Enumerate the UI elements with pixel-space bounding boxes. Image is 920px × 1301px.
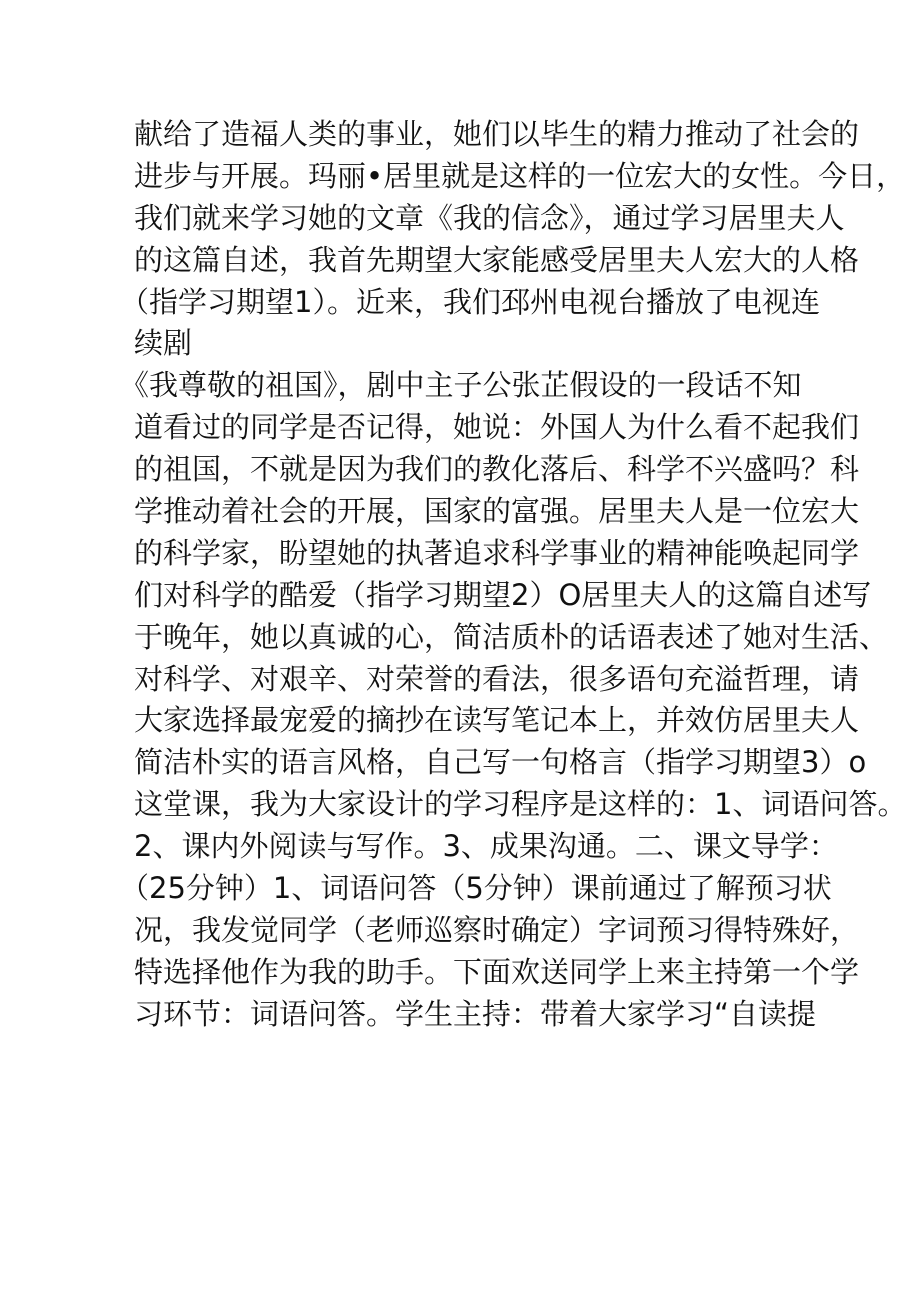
text-line: 对科学、对艰辛、对荣誉的看法，很多语句充溢哲理，请 [134,661,860,696]
text-line: 的科学家，盼望她的执著追求科学事业的精神能唤起同学 [134,535,860,570]
text-line: 况，我发觉同学（老师巡察时确定）字词预习得特殊好， [134,912,860,947]
text-line: 简洁朴实的语言风格，自己写一句格言（指学习期望3）o [134,745,867,780]
text-line: 这堂课，我为大家设计的学习程序是这样的：1、词语问答。 [134,787,907,822]
text-line: 我们就来学习她的文章《我的信念》，通过学习居里夫人 [134,200,845,235]
text-line: 特选择他作为我的助手。下面欢送同学上来主持第一个学 [134,954,860,989]
text-line: 道看过的同学是否记得，她说：外国人为什么看不起我们 [134,410,860,445]
text-line: （25分钟）1、词语问答（5分钟）课前通过了解预习状 [120,871,832,906]
text-line: 学推动着社会的开展，国家的富强。居里夫人是一位宏大 [134,494,860,529]
text-line: 《我尊敬的祖国》，剧中主子公张芷假设的一段话不知 [120,368,802,403]
text-line: 习环节：词语问答。学生主持：带着大家学习“自读提 [134,996,817,1031]
text-line: 们对科学的酷爱（指学习期望2）O居里夫人的这篇自述写 [134,577,872,612]
text-line: 献给了造福人类的事业，她们以毕生的精力推动了社会的 [134,117,860,151]
text-line: 进步与开展。玛丽•居里就是这样的一位宏大的女性。今日， [134,158,906,193]
text-line: 续剧 [134,326,193,361]
text-line: 的这篇自述，我首先期望大家能感受居里夫人宏大的人格 [134,242,860,277]
text-line: （指学习期望1）。近来，我们邳州电视台播放了电视连 [120,284,820,319]
text-line: 大家选择最宠爱的摘抄在读写笔记本上，并效仿居里夫人 [134,703,860,738]
body-text [120,114,907,1036]
text-line: 的祖国，不就是因为我们的教化落后、科学不兴盛吗？科 [134,452,860,487]
text-line: 于晚年，她以真诚的心，简洁质朴的话语表述了她对生活、 [134,619,889,654]
text-line: 2、课内外阅读与写作。3、成果沟通。二、课文导学： [134,829,838,864]
